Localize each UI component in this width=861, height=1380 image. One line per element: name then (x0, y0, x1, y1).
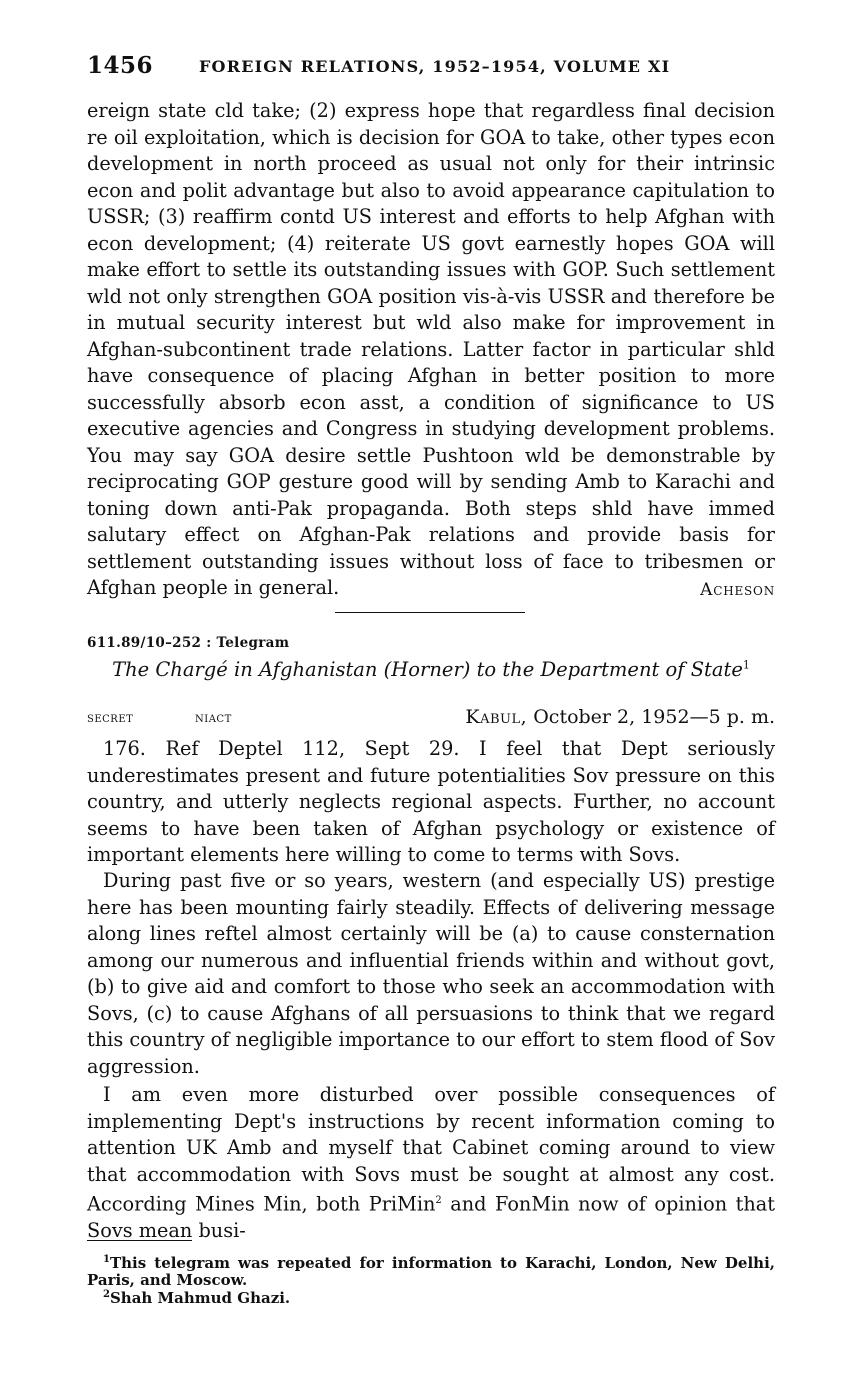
dateline-place: Kabul, (465, 706, 528, 728)
page-header (87, 50, 775, 90)
paragraph-3-text-b: and FonMin now of opinion that Sovs mean busi- (87, 1192, 775, 1242)
running-head: FOREIGN RELATIONS, 1952–1954, VOLUME XI (199, 57, 671, 76)
continuation-paragraph: ereign state cld take; (2) express hope that regardless final decision re oil exploitation, which is decision for GOA to take, other types econ development in north proceed as usual not only for their intrinsic econ and polit advantage but also to avoid appearance capitulation to USSR; (3) reaffirm contd US interest and efforts to help Afghan with econ development; (4) reiterate US govt earnestly hopes GOA will make effort to settle its outstanding issues with GOP. Such settlement wld not only strengthen GOA position vis-à-vis USSR and therefore be in mutual security interest but wld also make for improvement in Afghan-subcontinent trade relations. Latter factor in particular shld have consequence of placing Afghan in better position to more successfully absorb econ asst, a condition of significance to US executive agencies and Congress in studying development problems. You may say GOA desire settle Pushtoon wld be demonstrable by reciprocating GOP gesture good will by sending Amb to Karachi and toning down anti-Pak propaganda. Both steps shld have immed salutary effect on Afghan-Pak relations and provide basis for settlement outstanding issues without loss of face to tribesmen or Afghan people in general. (87, 99, 775, 599)
dateline (465, 706, 775, 728)
page-number: 1456 (87, 52, 154, 79)
title-footnote-mark: 1 (742, 658, 750, 672)
file-reference: 611.89/10–252 : Telegram (87, 635, 290, 651)
footnote-mark-2: 2 (435, 1195, 442, 1206)
dateline-date: October 2, 1952—5 p. m. (527, 706, 775, 728)
footnote-divider (87, 1240, 192, 1241)
footnote-2-mark: 2 (103, 1289, 110, 1300)
paragraph-3-text-a: I am even more disturbed over possible consequences of implementing Dept's instructions by recent information coming to attention UK Amb and myself that Cabinet coming around to view that accommodation with Sovs must be sought at almost any cost. According Mines Min, both PriMin (87, 1083, 775, 1216)
paragraph-2: During past five or so years, western (and especially US) prestige here has been mounting fairly steadily. Effects of delivering message along lines reftel almost certainly will be (a) to cause consternation among our numerous and influential friends within and without govt, (b) to give aid and comfort to those who seek an accommodation with Sovs, (c) to cause Afghans of all persuasions to think that we regard this country of negligible importance to our effort to stem flood of Sov aggression. (87, 869, 775, 1078)
paragraph-1: 176. Ref Deptel 112, Sept 29. I feel that Dept seriously underestimates present and future potentialities Sov pressure on this country, and utterly neglects regional aspects. Further, no account seems to have been taken of Afghan psychology or existence of important elements here willing to come to terms with Sovs. (87, 737, 775, 866)
precedence: niact (195, 710, 232, 726)
section-divider (335, 612, 525, 613)
document-title-text: The Chargé in Afghanistan (Horner) to the Department of State (112, 658, 743, 681)
classification: secret (87, 710, 134, 726)
signature: Acheson (700, 580, 775, 600)
footnote-1-mark: 1 (103, 1254, 110, 1265)
footnote-2 (87, 1286, 775, 1307)
paragraph-3 (87, 1082, 775, 1244)
classification-row (87, 706, 775, 732)
document-title (87, 658, 775, 681)
footnote-1 (87, 1251, 775, 1289)
footnote-1-text: This telegram was repeated for information to Karachi, London, New Delhi, Paris, and Moscow. (87, 1254, 775, 1289)
footnote-2-text: Shah Mahmud Ghazi. (109, 1289, 291, 1307)
